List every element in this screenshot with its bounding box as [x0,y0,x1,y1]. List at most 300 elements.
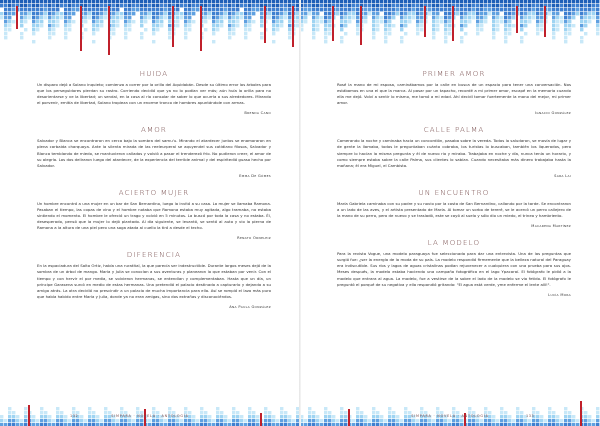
pattern-tile [472,8,475,11]
pattern-tile [504,0,507,3]
pattern-tile [408,20,411,23]
pattern-tile [164,0,167,3]
pattern-tile [180,12,183,15]
pattern-tile [352,12,355,15]
pattern-tile [140,4,143,7]
pattern-tile [592,12,595,15]
pattern-tile [400,40,403,43]
pattern-tile [340,12,343,15]
pattern-tile [372,32,375,35]
pattern-tile [324,407,327,410]
pattern-tile [156,0,159,3]
pattern-tile [456,8,459,11]
pattern-tile [448,4,451,7]
pattern-tile [464,0,467,3]
pattern-tile [48,24,51,27]
pattern-tile [184,24,187,27]
story-la-modelo [337,239,571,297]
pattern-tile [572,0,575,3]
pattern-tile [476,4,479,7]
pattern-tile [468,0,471,3]
pattern-tile [56,407,59,410]
pattern-tile [28,0,31,3]
pattern-tile [220,24,223,27]
pattern-tile [596,16,599,19]
pattern-tile [324,36,327,39]
pattern-tile [144,20,147,23]
pattern-tile [508,4,511,7]
pattern-tile [420,4,423,7]
pattern-tile [288,16,291,19]
pattern-tile [252,20,255,23]
pattern-tile [412,12,415,15]
pattern-tile [324,20,327,23]
pattern-tile [240,16,243,19]
pattern-tile [232,8,235,11]
pattern-tile [556,0,559,3]
pattern-tile [164,16,167,19]
pattern-tile [212,16,215,19]
pattern-tile [436,12,439,15]
pattern-tile [156,16,159,19]
story-title: UN ENCUENTRO [418,188,490,197]
pattern-tile [564,8,567,11]
pattern-tile [400,24,403,27]
pattern-tile [348,20,351,23]
pattern-tile [124,32,127,35]
pattern-tile [36,4,39,7]
pattern-tile [280,24,283,27]
pattern-tile [36,28,39,31]
story-un-encuentro [337,189,571,228]
pattern-tile [348,4,351,7]
pattern-tile [316,4,319,7]
pattern-tile [36,20,39,23]
pattern-red-stripe [292,6,294,47]
pattern-tile [20,16,23,19]
pattern-tile [284,4,287,7]
right-page [300,0,600,426]
pattern-tile [36,8,39,11]
pattern-tile [468,4,471,7]
pattern-tile [156,12,159,15]
pattern-tile [260,12,263,15]
pattern-tile [64,24,67,27]
pattern-tile [288,32,291,35]
pattern-tile [528,16,531,19]
pattern-tile [580,0,583,3]
pattern-tile [500,20,503,23]
pattern-tile [180,16,183,19]
story-body: Un hombre encontró a una mujer en un bar de San Bernardino, luego la invitó a su casa. La mujer se llamaba Ramona. Pasaban el tiempo, las copas de vino y el hombre notaba que Ramona estaba muy agitada, algo tramaba, no estaba sintiendo el momento. El hombre le ofreció un trago y volvió en 5 minutos. La buscó por toda la casa y no estaba. Él, desesperado, pensó que la mujer lo dejó plantado. Al día siguiente, se levantó, se sentó al auto y vio la pierna de Ramona a la altura de una piel pero una soga atada al cuello la tiró a desde el techo. [37,200,271,231]
pattern-tile [232,20,235,23]
pattern-tile [524,32,527,35]
pattern-tile [248,16,251,19]
pattern-tile [36,24,39,27]
pattern-tile [376,0,379,3]
page-footer [300,413,600,421]
pattern-tile [284,0,287,3]
pattern-tile [380,0,383,3]
pattern-tile [512,12,515,15]
pattern-tile [404,24,407,27]
pattern-tile [508,16,511,19]
pattern-tile [444,0,447,3]
pattern-tile [104,12,107,15]
pattern-tile [336,0,339,3]
pattern-tile [68,12,71,15]
pattern-tile [304,12,307,15]
pattern-tile [32,0,35,3]
pattern-tile [192,20,195,23]
pattern-tile [596,28,599,31]
pattern-tile [120,4,123,7]
pattern-tile [528,4,531,7]
pattern-tile [96,0,99,3]
pattern-tile [460,40,463,43]
pattern-tile [492,16,495,19]
pattern-tile [128,28,131,31]
pattern-tile [228,4,231,7]
pattern-red-stripe [360,6,362,45]
pattern-tile [472,4,475,7]
pattern-tile [248,20,251,23]
pattern-tile [288,12,291,15]
pattern-tile [284,12,287,15]
pattern-tile [384,24,387,27]
pattern-tile [276,0,279,3]
pattern-tile [272,8,275,11]
pattern-tile [272,24,275,27]
pattern-tile [556,12,559,15]
pattern-tile [356,16,359,19]
pattern-tile [228,36,231,39]
pattern-tile [252,12,255,15]
pattern-tile [64,8,67,11]
pattern-red-stripe [16,6,18,29]
pattern-tile [396,12,399,15]
pattern-tile [208,8,211,11]
pattern-tile [392,24,395,27]
pattern-tile [572,16,575,19]
pattern-tile [72,4,75,7]
pattern-tile [352,16,355,19]
pattern-tile [352,8,355,11]
pattern-tile [20,32,23,35]
pattern-tile [364,4,367,7]
pattern-tile [436,24,439,27]
pattern-tile [120,16,123,19]
pattern-tile [244,0,247,3]
pattern-tile [344,12,347,15]
pattern-tile [152,0,155,3]
pattern-tile [188,12,191,15]
pattern-tile [140,24,143,27]
pattern-tile [12,12,15,15]
pattern-tile [4,0,7,3]
pattern-tile [276,20,279,23]
pattern-tile [464,16,467,19]
pattern-tile [156,4,159,7]
pattern-tile [328,20,331,23]
pattern-tile [32,40,35,43]
pattern-tile [348,8,351,11]
pattern-tile [152,28,155,31]
pattern-tile [12,20,15,23]
pattern-tile [124,8,127,11]
pattern-tile [344,20,347,23]
pattern-tile [388,24,391,27]
pattern-tile [476,20,479,23]
pattern-tile [212,4,215,7]
pattern-tile [492,24,495,27]
pattern-tile [568,12,571,15]
pattern-tile [140,20,143,23]
story-body: Rosé la mano de mi esposa, caminábamos por la calle en busca de un espacio para tener una conversación. Nos estábamos en una el que la marca. Al pasar por un tapacho, recordé a mi primer amor, escapé en la memoria cuando ella me dejó. Volví a sentir lo mismo, me tomó a mi edad. Ahí decidí tomar fuertemente la mano del mejor, mi primer amor. [337,82,571,106]
pattern-tile [536,0,539,3]
pattern-tile [356,24,359,27]
pattern-tile [432,4,435,7]
pattern-tile [312,16,315,19]
pattern-tile [8,407,11,410]
pattern-tile [348,12,351,15]
pattern-tile [236,16,239,19]
pattern-tile [76,8,79,11]
pattern-tile [416,12,419,15]
pattern-tile [380,8,383,11]
pattern-tile [132,8,135,11]
pattern-tile [256,0,259,3]
pattern-tile [64,4,67,7]
pattern-tile [464,4,467,7]
pattern-tile [72,20,75,23]
pattern-tile [232,32,235,35]
pattern-tile [476,24,479,27]
pattern-tile [504,32,507,35]
pattern-tile [204,12,207,15]
pattern-tile [572,4,575,7]
pattern-tile [52,8,55,11]
pattern-tile [572,8,575,11]
pattern-tile [516,407,519,410]
pattern-tile [592,16,595,19]
pattern-tile [208,16,211,19]
pattern-tile [520,36,523,39]
pattern-tile [396,0,399,3]
pattern-tile [420,20,423,23]
pattern-tile [24,16,27,19]
pattern-tile [212,24,215,27]
pattern-tile [8,20,11,23]
pattern-tile [4,8,7,11]
pattern-tile [60,16,63,19]
pattern-tile [444,12,447,15]
pattern-tile [356,407,359,410]
pattern-tile [400,12,403,15]
pattern-tile [192,12,195,15]
pattern-tile [40,4,43,7]
pattern-tile [324,40,327,43]
pattern-tile [4,4,7,7]
pattern-tile [120,0,123,3]
pattern-tile [88,16,91,19]
story-acierto-mujer [37,189,271,240]
pattern-tile [364,12,367,15]
pattern-tile [252,8,255,11]
pattern-tile [112,0,115,3]
story-body: Para la revista Vogue, una modelo paraguaya fue seleccionada para dar una entrevista. Una de las preguntas que surgió fue: ¿ser la energía de la moda de su país. La modelo respondió firmemente que la belleza natural del Paraguay era indiscutible. Sus ríos y lagos de aguas cristalinas podían rejuvenecer a cualquiera con una prueba para sus ojos. Meses después, la modelo estaba haciendo una campaña fotográfica en el lago Ypacaraí. El fotógrafo le pidió a la modelo que entrara al agua. La modelo, fue a vestirse de la sobre el lado de la modelo se vio fetido. El fotógrafo le preguntó el porqué de su negativa y ella respondió gritando: "El agua está verde, yme enferme el lente allí!". [337,251,571,287]
pattern-tile [584,32,587,35]
pattern-tile [356,20,359,23]
pattern-tile [432,12,435,15]
story-title: CALLE PALMA [423,126,485,135]
pattern-tile [212,40,215,43]
pattern-tile [520,0,523,3]
pattern-tile [8,12,11,15]
pattern-tile [208,4,211,7]
story-author: Macarena Martínez [531,224,571,229]
pattern-tile [212,32,215,35]
pattern-tile [200,407,203,410]
pattern-tile [0,16,3,19]
pattern-tile [216,407,219,410]
pattern-tile [448,16,451,19]
pattern-tile [400,4,403,7]
pattern-tile [20,36,23,39]
pattern-tile [388,12,391,15]
pattern-tile [24,12,27,15]
pattern-tile [556,8,559,11]
pattern-tile [8,4,11,7]
story-author: Lucía Mora [548,292,571,297]
pattern-tile [56,16,59,19]
pattern-tile [416,8,419,11]
pattern-tile [184,32,187,35]
pattern-tile [180,0,183,3]
pattern-tile [152,12,155,15]
pattern-tile [156,28,159,31]
pattern-tile [584,12,587,15]
story-title: LA MODELO [427,239,481,248]
pattern-red-stripe [264,6,266,43]
pattern-tile [84,20,87,23]
bottom-pattern-band [300,396,600,426]
pattern-tile [528,8,531,11]
pattern-red-stripe [172,6,174,47]
pattern-tile [68,16,71,19]
pattern-tile [104,407,107,410]
book-gutter [299,0,301,426]
pattern-tile [92,20,95,23]
pattern-tile [196,8,199,11]
pattern-tile [328,16,331,19]
pattern-tile [480,4,483,7]
pattern-tile [268,8,271,11]
pattern-tile [244,8,247,11]
pattern-tile [276,4,279,7]
pattern-tile [44,16,47,19]
pattern-tile [140,0,143,3]
pattern-tile [320,4,323,7]
pattern-tile [112,28,115,31]
pattern-tile [568,20,571,23]
pattern-tile [544,0,547,3]
pattern-tile [124,20,127,23]
pattern-tile [512,8,515,11]
pattern-tile [236,20,239,23]
pattern-tile [480,20,483,23]
pattern-tile [272,12,275,15]
pattern-tile [364,20,367,23]
story-body: María Gabriela caminaba con su padre y su novio por la costa de San Bernardino, callando por la tarde. Se encontraron a un lado de las aves, y el artista presentado de María. Al tomar un sorbo de tereré, se le acercó un perro callejero de la mano de su perro, pero de nuevo y se trasladó, este se cayó al suelo y sólo dio un miedo, el trineo y hambriento. [337,200,571,219]
pattern-tile [372,407,375,410]
pattern-tile [596,8,599,11]
pattern-tile [140,12,143,15]
pattern-tile [100,12,103,15]
story-author: Emma De Gómes [239,173,271,178]
pattern-tile [556,4,559,7]
pattern-tile [144,8,147,11]
pattern-tile [432,36,435,39]
pattern-tile [76,4,79,7]
pattern-tile [184,8,187,11]
pattern-tile [40,24,43,27]
pattern-tile [552,4,555,7]
pattern-tile [120,407,123,410]
pattern-tile [176,4,179,7]
pattern-tile [488,12,491,15]
pattern-tile [552,12,555,15]
pattern-tile [584,16,587,19]
pattern-tile [232,12,235,15]
pattern-tile [536,8,539,11]
pattern-tile [288,8,291,11]
pattern-tile [280,8,283,11]
pattern-tile [580,4,583,7]
pattern-tile [572,24,575,27]
pattern-tile [232,0,235,3]
pattern-tile [440,0,443,3]
pattern-tile [480,12,483,15]
pattern-tile [568,4,571,7]
pattern-tile [584,4,587,7]
pattern-tile [308,12,311,15]
pattern-tile [472,0,475,3]
pattern-tile [244,16,247,19]
pattern-tile [152,407,155,410]
pattern-tile [268,12,271,15]
pattern-tile [312,0,315,3]
pattern-tile [96,24,99,27]
pattern-tile [324,4,327,7]
pattern-tile [388,32,391,35]
pattern-tile [64,0,67,3]
pattern-tile [436,8,439,11]
pattern-tile [596,12,599,15]
pattern-tile [480,8,483,11]
pattern-tile [100,4,103,7]
pattern-tile [284,16,287,19]
pattern-tile [516,0,519,3]
pattern-tile [476,16,479,19]
pattern-tile [348,16,351,19]
pattern-tile [376,4,379,7]
pattern-tile [564,0,567,3]
pattern-tile [72,12,75,15]
pattern-tile [588,0,591,3]
pattern-tile [444,4,447,7]
pattern-tile [492,12,495,15]
